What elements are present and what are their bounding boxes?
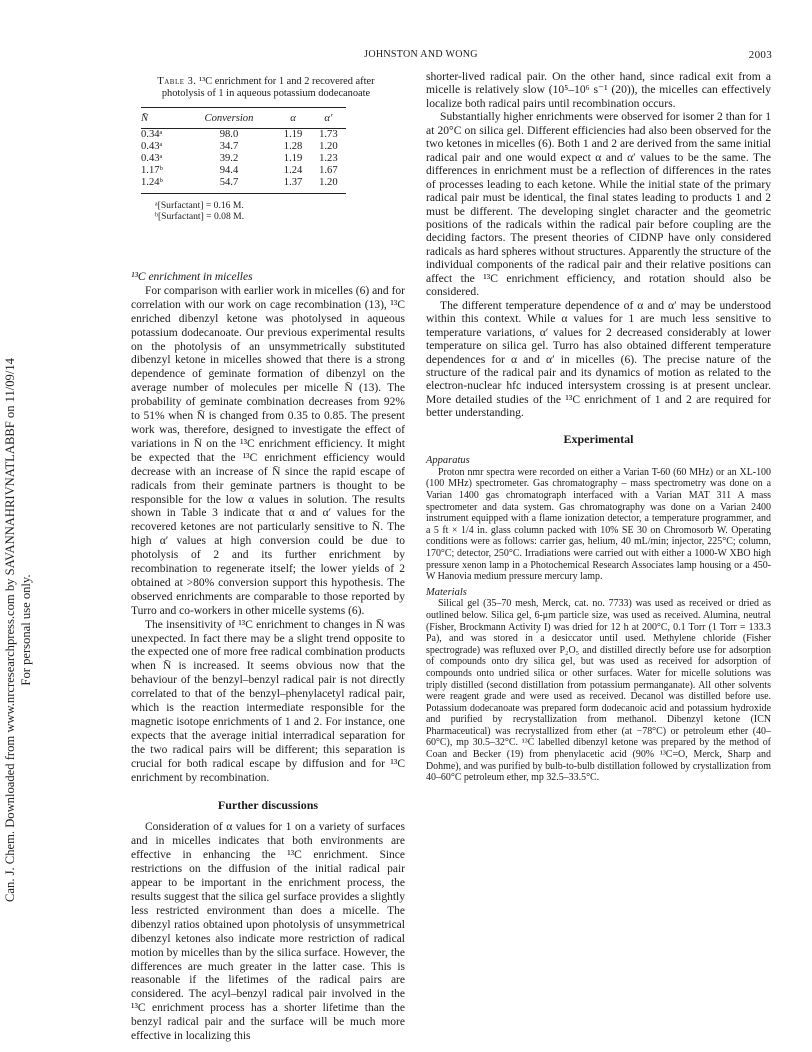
paragraph: The insensitivity of ¹³C enrichment to changes in N̄ was unexpected. In fact there may be a slight trend opposite to the expected one of more free radical combination products when N̄ is increased. It seems obvious now that the behaviour of the benzyl–benzyl radical pair is not directly correlated to that of the benzyl–phenylacetyl radical pair, which is the reaction intermediate responsible for the magnetic isotope enrichments of 1 and 2. For instance, one expects that the average initial interradical separation for the two radical pairs will be different; this separation is crucial for both radical escape by diffusion and for ¹³C enrichment by recombination. [131, 618, 405, 784]
table-header-row [141, 107, 346, 128]
table-cell: 94.4 [219, 164, 239, 176]
table-cell: 1.73 [319, 129, 338, 141]
table-row [141, 177, 346, 193]
table-cell: 1.24ᵇ [141, 177, 183, 193]
table-cell: 0.34ᵃ [141, 129, 163, 141]
download-watermark [2, 250, 38, 1010]
personal-use-note: For personal use only. [19, 574, 33, 686]
table-footnotes [155, 200, 405, 222]
table-caption-text: ¹³C enrichment for 1 and 2 recovered after photolysis of 1 in aqueous potassium dodecanoate [161, 76, 375, 100]
col-header: α′ [311, 107, 346, 128]
experimental-section [426, 455, 771, 784]
footnote: ᵇ[Surfactant] = 0.08 M. [155, 211, 245, 222]
table-cell: 1.24 [283, 164, 303, 176]
table-cell: 1.37 [275, 177, 310, 193]
table-cell: 1.17ᵇ [141, 164, 163, 176]
left-column-table [131, 70, 405, 222]
footnote: ᵃ[Surfactant] = 0.16 M. [155, 199, 244, 211]
table-row [141, 165, 346, 177]
data-table [141, 107, 346, 194]
subsection-heading: Apparatus [426, 455, 470, 467]
paragraph: Substantially higher enrichments were observed for isomer 2 than for 1 at 20°C on silica gel. Different efficiencies had also been observed for the two ketones in micelles (6). Both 1 and 2 are derived from the same initial radical pair and one would expect α and α′ values to be the same. The differences in enrichment must be a reflection of differences in the rates of processes leading to each ketone. While the initial state of the primary radical pair must be identical, the final states leading to products 1 and 2 must be different. The developing singlet character and the geometric positions of the radicals within the radical pair before coupling are the deciding factors. The present theories of CIDNP have only considered radicals as hard spheres without structures. Apparently the structure of the individual components of the radical pair and their relative positions can affect the ¹³C enrichment efficiency, and rotation should also be considered. [426, 110, 771, 299]
table-cell: 1.28 [283, 141, 303, 153]
col-header: Conversion [183, 107, 276, 128]
subsection-heading: ¹³C enrichment in micelles [131, 271, 253, 283]
table-cell: 1.23 [319, 153, 338, 165]
section-heading: Experimental [563, 431, 634, 446]
table-cell: 39.2 [219, 153, 239, 165]
table-cell: 0.43ᵃ [141, 153, 163, 165]
table-cell: 1.19 [283, 129, 303, 141]
download-note: Can. J. Chem. Downloaded from www.nrcresearchpress.com by SAVANNAHRIVNATLABBF on 11/09/14 [3, 358, 17, 902]
paragraph: Proton nmr spectra were recorded on either a Varian T-60 (60 MHz) or an XL-100 (100 MHz) spectrometer. Gas chromatography – mass spectrometry was done on a Varian 1400 gas chromatograph interfaced with a Varian MAT 311 A mass spectrometer and data system. Gas chromatography was done on a Varian 2400 instrument equipped with a flame ionization detector, a temperature programmer, and a 5 ft × 1/4 in. glass column packed with 10% SE 30 on Chromosorb W. Operating conditions were as follows: carrier gas, helium, 40 mL/min; injector, 225°C; column, 170°C; detector, 250°C. Irradiations were carried out with either a 1000-W XBO high pressure xenon lamp in a Photochemical Research Associates lamp housing or a 450-W Hanovia medium pressure mercury lamp. [426, 466, 771, 583]
paragraph: Consideration of α values for 1 on a variety of surfaces and in micelles indicates that both environments are effective in enhancing the ¹³C enrichment. Since restrictions on the diffusion of the initial radical pair appear to be important in the enrichment process, the results suggest that the silica gel surface provides a slightly less restricted environment than does a micelle. The dibenzyl ratios obtained upon photolysis of unsymmetrical dibenzyl ketones also indicate more restriction of radical motion by micelles than by the silica surface. However, the differences are much greater in the latter case. This is reasonable if the lifetimes of the radical pairs are considered. The acyl–benzyl radical pair involved in the ¹³C enrichment process has a shorter lifetime than the benzyl radical pair and the surface will be much more effective in localizing this [131, 821, 405, 1043]
table-row [141, 153, 346, 165]
table-caption [137, 76, 395, 101]
section-heading: Further discussions [217, 797, 319, 812]
table-row [141, 129, 346, 141]
col-header: α [275, 107, 310, 128]
paragraph: For comparison with earlier work in micelles (6) and for correlation with our work on cage recombination (13), ¹³C enriched dibenzyl ketone was photolysed in aqueous potassium dodecanoate. Our previous experimental results on the photolysis of an unsymmetrically substituted dibenzyl ketone in micelles showed that there is a strong dependence of geminate formation of dibenzyl on the average number of molecules per micelle N̄ (13). The probability of geminate combination decreases from 92% to 51% when N̄ is changed from 0.35 to 0.85. The present work was, therefore, designed to investigate the effect of variations in N̄ on the ¹³C enrichment efficiency. It might be expected that the ¹³C enrichment efficiency would decrease with an increase of N̄ since the rapid escape of radicals from their geminate partners is thought to be responsible for the low α values in solution. The results shown in Table 3 indicate that α and α′ values for the recovered ketones are not particularly sensitive to N̄. The high α′ values at high conversion could be due to photolysis of 2 and its further enrichment by recombination to regenerate itself; the lower yields of 2 obtained at >80% conversion support this hypothesis. The observed enrichments are comparable to those reported by Turro and co-workers in other micelle systems (6). [131, 284, 405, 617]
paragraph: The different temperature dependence of α and α′ may be understood within this context. While α values for 1 are much less sensitive to temperature variations, α′ values for 2 decreased considerably at lower temperature on silica gel. Turro has also obtained different temperature dependences for α and α′ in micelles (6). The precise nature of the structure of the radical pair and its dynamics of motion as related to the electron-nuclear hfc induced intersystem crossing is at present unclear. More detailed studies of the ¹³C enrichment of 1 and 2 are required for better understanding. [426, 298, 771, 420]
right-column-text [426, 70, 771, 784]
subsection-heading: Materials [426, 586, 467, 598]
paragraph: shorter-lived radical pair. On the other hand, since radical exit from a micelle is relatively slow (10⁵–10⁶ s⁻¹ (20)), the micelles can effectively localize both radical pairs until recombination occurs. [426, 70, 771, 110]
table-cell: 1.20 [319, 141, 338, 153]
table-row [141, 141, 346, 153]
page-header [70, 49, 772, 63]
col-header: N̄ [141, 107, 183, 128]
table-label: Table 3. [157, 76, 197, 87]
table-cell: 98.0 [219, 129, 239, 141]
table-cell: 34.7 [219, 141, 239, 153]
table-cell: 1.20 [311, 177, 346, 193]
table-cell: 1.19 [283, 153, 303, 165]
paragraph: Silical gel (35–70 mesh, Merck, cat. no. 7733) was used as received or dried as outlined below. Silica gel, 6-μm particle size, was used as received. Alumina, neutral (Fisher, Brockmann Activity I) was dried for 12 h at 200°C, 0.1 Torr (1 Torr = 133.3 Pa), and was stored in a desiccator until used. Methylene chloride (Fisher spectrograde) was refluxed over P₂O₅ and distilled directly before use for adsorption of compounds onto dry silica gel, but was used as received for adsorption of compounds onto undried silica or other surfaces. Water for micelle solutions was triply distilled (second distillation from potassium permanganate). All other solvents were reagent grade and were used as received. Decanol was distilled before use. Potassium dodecanoate was prepared form dodecanoic acid and potassium hydroxide and purified by recrystallization from methanol. Dibenzyl ketone (ICN Pharmaceutical) was recrystallized from ether (at −78°C) or petroleum ether (40–60°C), mp 30.5–32°C. ¹³C labelled dibenzyl ketone was prepared by the method of Coan and Becker (19) from phenylacetic acid (90% ¹³C=O, Merck, Sharp and Dohme), and was purified by bulb-to-bulb distillation followed by crystallization from 40–60°C petroleum ether, mp 32.5–33.5°C. [426, 598, 771, 784]
table-cell: 0.43ᵃ [141, 141, 163, 153]
running-head: JOHNSTON AND WONG [364, 49, 478, 60]
table-cell: 54.7 [183, 177, 276, 193]
left-column-text [131, 271, 405, 1044]
table-cell: 1.67 [319, 164, 338, 176]
page-number: 2003 [748, 49, 772, 61]
